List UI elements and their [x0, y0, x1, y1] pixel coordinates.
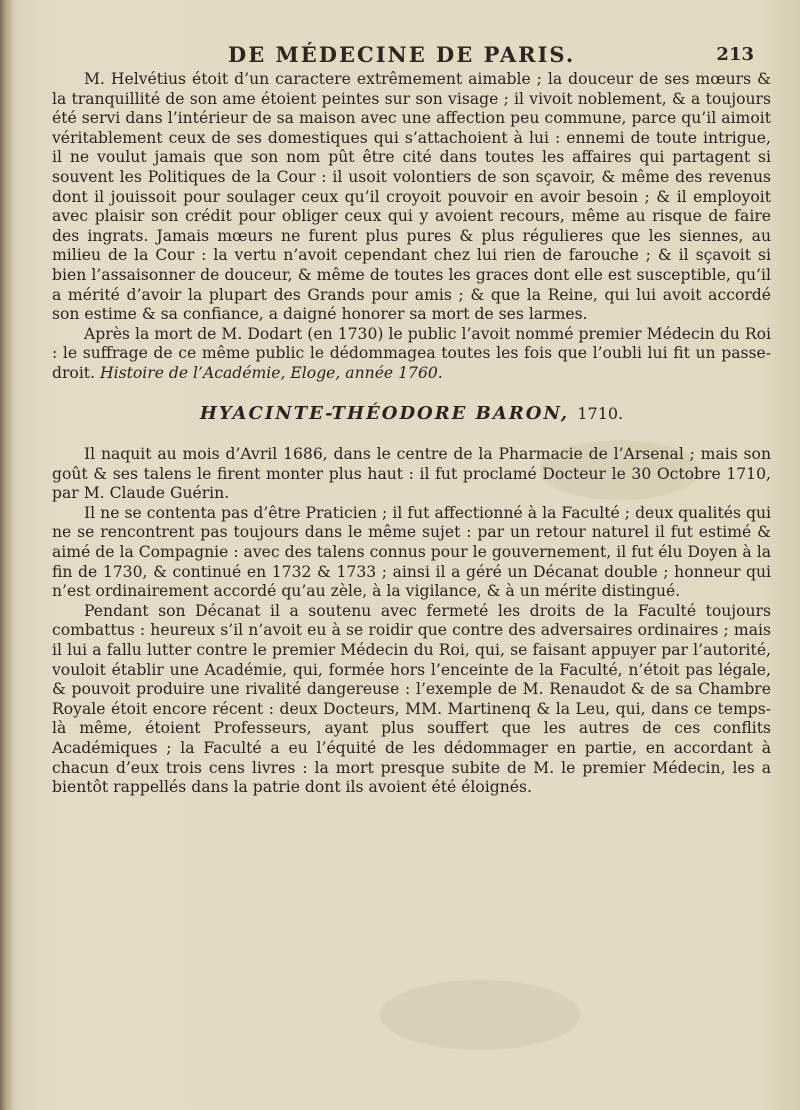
paragraph-baron-faculty-rights: Pendant son Décanat il a soutenu avec fermeté les droits de la Faculté toujours combattus : heureux s’il n’avoit eu à se roidir que contre des adversaires ordinaires ; mais il lui a fallu lutter contre le premier Médecin du Roi, qui, se faisant appuyer par l’autorité, vouloit établir une Académie, qui, formée hors l’enceinte de la Faculté, n’étoit pas légale, & pouvoit produire une rivalité dangereuse : l’exemple de M. Renaudot & de sa Chambre Royale étoit encore récent : deux Docteurs, MM. Martinenq & la Leu, qui, dans ce temps-là même, étoient Professeurs, ayant plus souffert que les autres de ces conflits Académiques ; la Faculté a eu l’équité de les dédommager en partie, en accordant à chacun d’eux trois cens livres : la mort presque subite de M. le premier Médecin, les a bientôt rappellés dans la patrie dont ils avoient été éloignés.	[52, 601, 771, 797]
paragraph-text: Après la mort de M. Dodart (en 1730) le public l’avoit nommé premier Médecin du Roi : le suffrage de ce même public le dédommagea toutes les fois que l’oubli lui fit un passe-droit.	[52, 324, 771, 382]
paragraph-dodart-death	[52, 325, 771, 384]
section-heading-year: 1710.	[577, 403, 624, 423]
section-heading-name: HYACINTE-THÉODORE BARON,	[199, 402, 570, 424]
citation-detail: , Eloge, année 1760.	[280, 363, 443, 382]
section-heading	[52, 404, 771, 424]
running-head: DE MÉDECINE DE PARIS.	[228, 42, 576, 67]
book-binding-edge	[0, 0, 14, 1110]
paragraph-baron-birth: Il naquit au mois d’Avril 1686, dans le centre de la Pharmacie de l’Arsenal ; mais son goût & ses talens le firent monter plus haut : il fut proclamé Docteur le 30 Octobre 1710, par M. Claude Guérin.	[52, 445, 771, 503]
citation-title: Histoire de l’Académie	[100, 363, 281, 382]
paragraph-helvetius-character: M. Helvétius étoit d’un caractere extrêmement aimable ; la douceur de ses mœurs & la tranquillité de son ame étoient peintes sur son visage ; il vivoit noblement, & a toujours été servi dans l’intérieur de sa maison avec une affection peu commune, parce qu’il aimoit véritablement ceux de ses domestiques qui s’attachoient à lui : ennemi de toute intrigue, il ne voulut jamais que son nom pût être cité dans toutes les affaires qui partagent si souvent les Politiques de la Cour : il usoit volontiers de son sçavoir, & même des revenus dont il jouissoit pour soulager ceux qu’il croyoit pouvoir en avoir besoin ; & il employoit avec plaisir son crédit pour obliger ceux qui y avoient recours, même au risque de faire des ingrats. Jamais mœurs ne furent plus pures & plus régulieres que les siennes, au milieu de la Cour : la vertu n’avoit cependant chez lui rien de farouche ; & il sçavoit si bien l’assaisonner de douceur, & même de toutes les graces dont elle est susceptible, qu’il a mérité d’avoir la plupart des Grands pour amis ; & que la Reine, qui lui avoit accordé son estime & sa confiance, a daigné honorer sa mort de ses larmes.	[52, 70, 771, 324]
page-number: 213	[716, 44, 754, 65]
paper-stain	[380, 980, 580, 1050]
body-text	[52, 70, 771, 798]
page-header	[60, 42, 780, 72]
paragraph-baron-decanat: Il ne se contenta pas d’être Praticien ; il fut affectionné à la Faculté ; deux qualités qui ne se rencontrent pas toujours dans le même sujet : par un retour naturel il fut estimé & aimé de la Compagnie : avec des talens connus pour le gouvernement, il fut élu Doyen à la fin de 1730, & continué en 1732 & 1733 ; ainsi il a géré un Décanat double ; honneur qui n’est ordinairement accordé qu’au zèle, à la vigilance, & à un mérite distingué.	[52, 503, 771, 601]
